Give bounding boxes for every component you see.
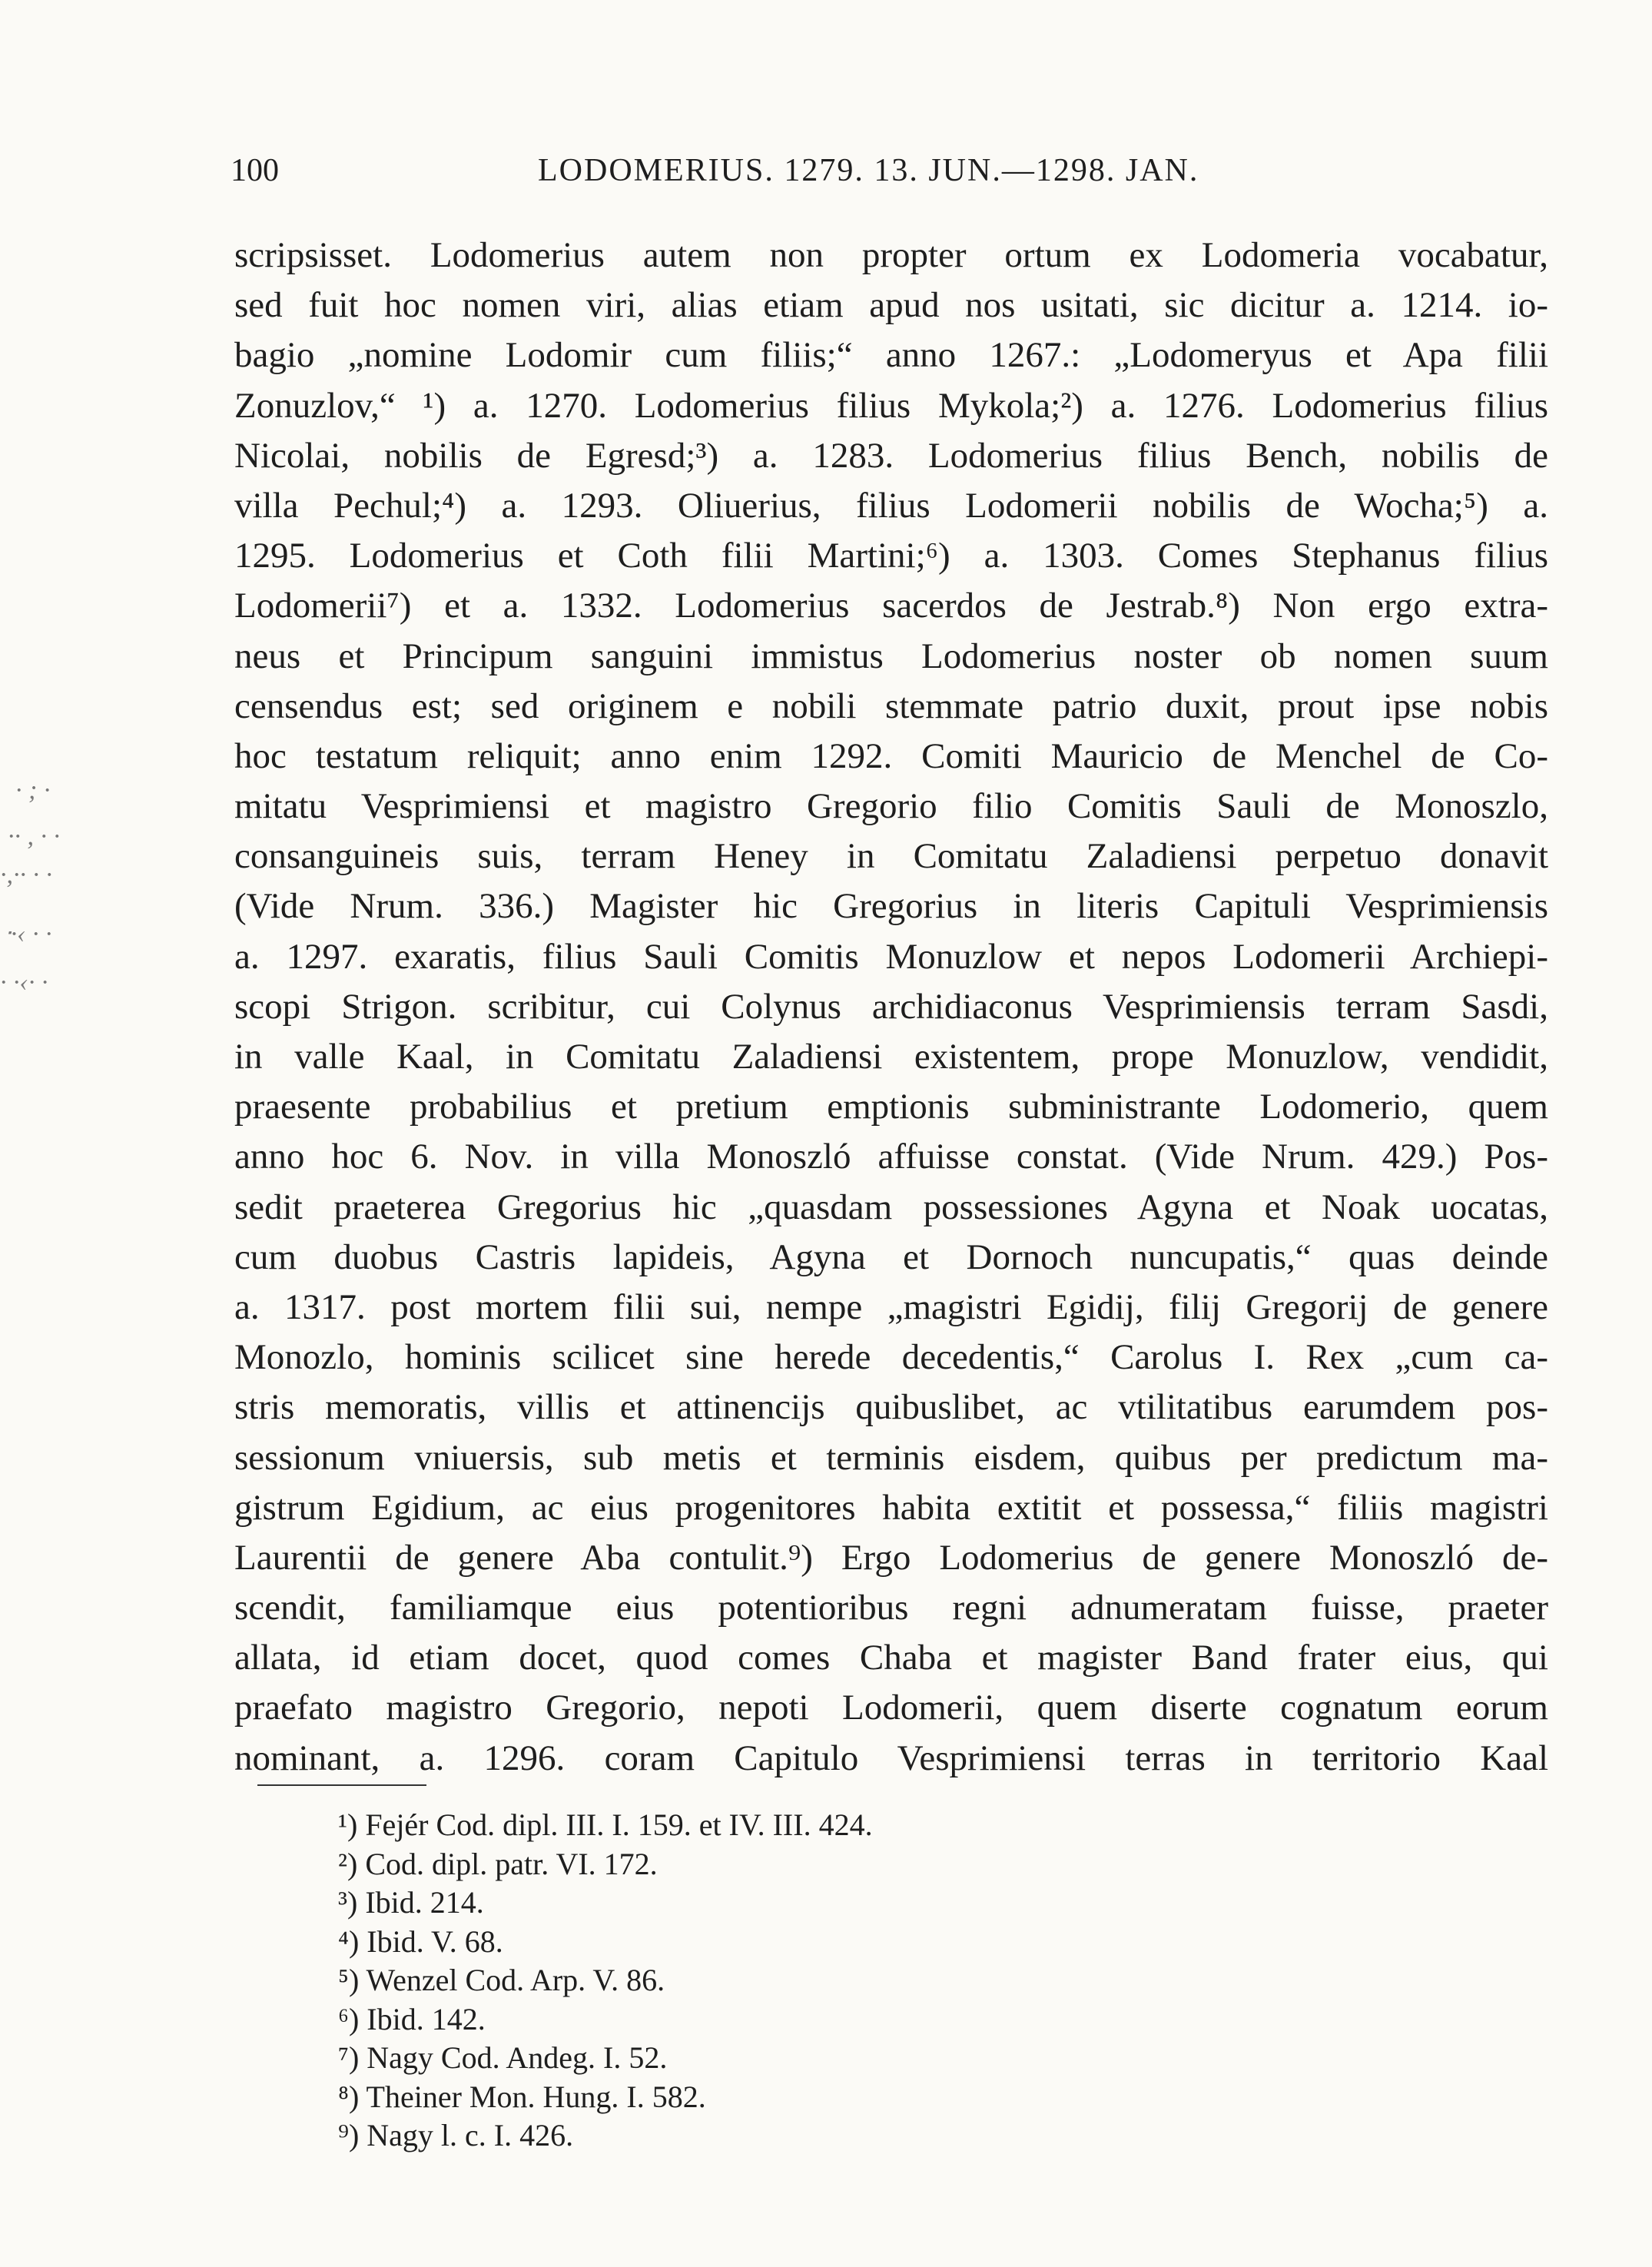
body-line: scendit, familiamque eius potentioribus regni adnumeratam fuisse, praeter [234,1588,1548,1628]
body-line: cum duobus Castris lapideis, Agyna et Dornoch nuncupatis,“ quas deinde [234,1236,1548,1277]
footnote: ³) Ibid. 214. [338,1885,484,1920]
body-line: neus et Principum sanguini immistus Lodomerius noster ob nomen suum [234,636,1548,676]
footnote: ⁹) Nagy l. c. I. 426. [338,2118,574,2152]
body-line: Zonuzlov,“ ¹) a. 1270. Lodomerius filius Mykola;²) a. 1276. Lodomerius filius [234,385,1548,426]
footnote: ¹) Fejér Cod. dipl. III. I. 159. et IV. III. 424. [338,1807,873,1842]
marginal-note: · ; · [15,776,51,805]
body-line: (Vide Nrum. 336.) Magister hic Gregorius in literis Capituli Vesprimiensis [234,886,1548,927]
body-line: sed fuit hoc nomen viri, alias etiam apud nos usitati, sic dicitur a. 1214. io- [234,285,1548,326]
body-line: villa Pechul;⁴) a. 1293. Oliuerius, filius Lodomerii nobilis de Wocha;⁵) a. [234,485,1548,526]
body-line: a. 1317. post mortem filii sui, nempe „magistri Egidij, filij Gregorij de genere [234,1286,1548,1327]
body-line: allata, id etiam docet, quod comes Chaba et magister Band frater eius, qui [234,1638,1548,1678]
footnote: ⁵) Wenzel Cod. Arp. V. 86. [338,1963,665,1997]
body-line: scopi Strigon. scribitur, cui Colynus archidiaconus Vesprimiensis terram Sasdi, [234,986,1548,1027]
body-line: sedit praeterea Gregorius hic „quasdam possessiones Agyna et Noak uocatas, [234,1187,1548,1227]
body-line: anno hoc 6. Nov. in villa Monoszló affuisse constat. (Vide Nrum. 429.) Pos- [234,1137,1548,1177]
footnote: ⁸) Theiner Mon. Hung. I. 582. [338,2079,706,2114]
footnote-divider [257,1784,426,1786]
footnote: ⁴) Ibid. V. 68. [338,1923,503,1959]
body-line: Lodomerii⁷) et a. 1332. Lodomerius sacerdos de Jestrab.⁸) Non ergo extra- [234,586,1548,626]
marginal-note: ·,·· · · [0,861,52,889]
body-line: consanguineis suis, terram Heney in Comitatu Zaladiensi perpetuo donavit [234,836,1548,877]
body-line: Laurentii de genere Aba contulit.⁹) Ergo Lodomerius de genere Monoszló de- [234,1537,1548,1578]
body-line: Nicolai, nobilis de Egresd;³) a. 1283. Lodomerius filius Bench, nobilis de [234,435,1548,476]
footnote: ⁷) Nagy Cod. Andeg. I. 52. [338,2040,668,2075]
body-line: stris memoratis, villis et attinencijs quibuslibet, ac vtilitatibus earumdem pos- [234,1387,1548,1428]
body-line: in valle Kaal, in Comitatu Zaladiensi existentem, prope Monuzlow, vendidit, [234,1037,1548,1077]
body-line: mitatu Vesprimiensi et magistro Gregorio filio Comitis Sauli de Monoszlo, [234,786,1548,827]
footnote: ⁶) Ibid. 142. [338,2001,486,2036]
body-line: gistrum Egidium, ac eius progenitores habita extitit et possessa,“ filiis magistri [234,1487,1548,1528]
footnote: ²) Cod. dipl. patr. VI. 172. [338,1846,658,1881]
body-line: sessionum vniuersis, sub metis et terminis eisdem, quibus per predictum ma- [234,1437,1548,1478]
running-head: LODOMERIUS. 1279. 13. JUN.—1298. JAN. [538,153,1199,188]
footnotes [338,1806,1337,2156]
body-line: nominant, a. 1296. coram Capitulo Vesprimiensi terras in territorio Kaal [234,1738,1548,1778]
marginal-note: ᐧ·‹ · · [4,920,52,948]
body-line: praesente probabilius et pretium emptionis subministrante Lodomerio, quem [234,1087,1548,1127]
body-line: hoc testatum reliquit; anno enim 1292. Comiti Mauricio de Menchel de Co- [234,735,1548,776]
marginal-note: · ·‹· · [0,968,48,997]
marginal-note: ·· , · · [8,822,60,851]
body-line: censendus est; sed originem e nobili stemmate patrio duxit, prout ipse nobis [234,685,1548,726]
page-number: 100 [231,153,279,188]
body-line: scripsisset. Lodomerius autem non propter ortum ex Lodomeria vocabatur, [234,235,1548,275]
body-line: Monozlo, hominis scilicet sine herede decedentis,“ Carolus I. Rex „cum ca- [234,1337,1548,1378]
body-line: a. 1297. exaratis, filius Sauli Comitis Monuzlow et nepos Lodomerii Archiepi- [234,936,1548,977]
body-line: 1295. Lodomerius et Coth filii Martini;⁶) a. 1303. Comes Stephanus filius [234,536,1548,576]
body-line: bagio „nomine Lodomir cum filiis;“ anno 1267.: „Lodomeryus et Apa filii [234,335,1548,376]
body-line: praefato magistro Gregorio, nepoti Lodomerii, quem diserte cognatum eorum [234,1688,1548,1728]
body-text [234,231,1548,1784]
